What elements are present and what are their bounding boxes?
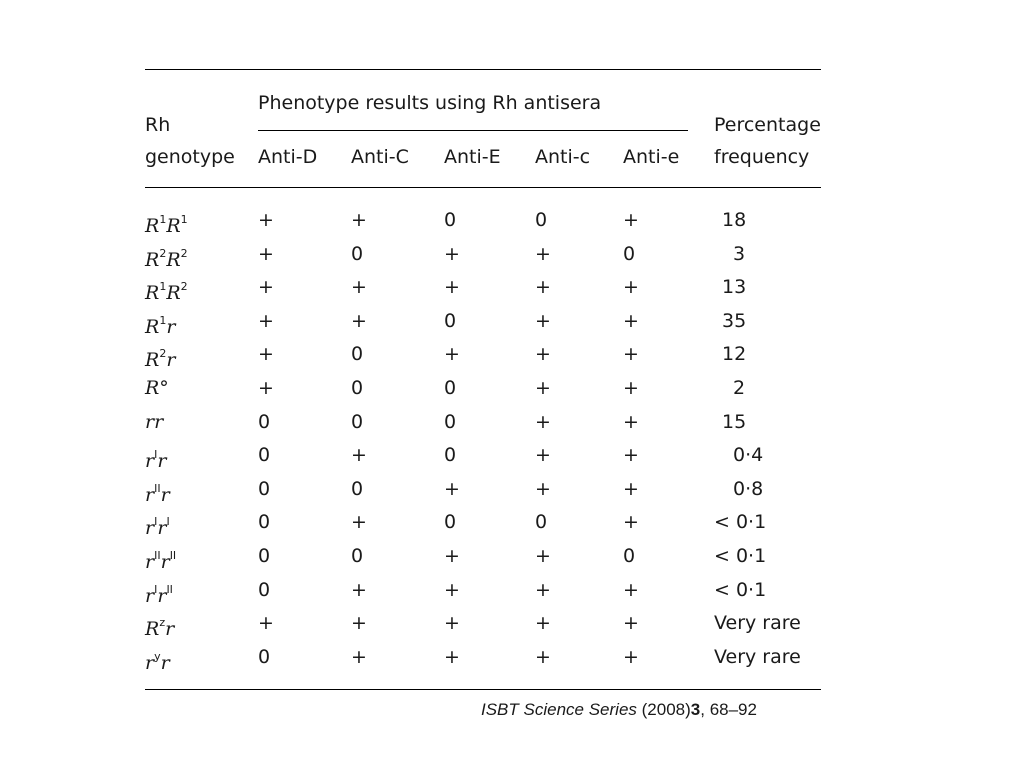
phenotype-cell: + (535, 242, 551, 265)
genotype-cell: $r^{II}r^{II}$ (145, 549, 177, 573)
phenotype-cell: 0 (258, 545, 271, 567)
phenotype-cell: 0 (444, 410, 457, 433)
genotype-cell: $r^Ir^I$ (145, 515, 170, 540)
phenotype-cell: 0 (258, 511, 271, 534)
frequency-cell: 12 (722, 343, 747, 366)
frequency-cell: Very rare (714, 612, 801, 635)
header-bottom-rule (145, 187, 821, 188)
phenotype-cell: + (258, 612, 274, 635)
phenotype-cell: + (444, 477, 460, 500)
genotype-cell: $r^Ir$ (145, 448, 167, 473)
phenotype-cell: + (258, 242, 274, 265)
phenotype-cell: 0 (258, 410, 271, 433)
antisera-header: Anti-e (623, 146, 680, 168)
phenotype-cell: + (535, 645, 551, 668)
phenotype-cell: 0 (351, 477, 364, 500)
genotype-cell: $R^zr$ (145, 616, 175, 641)
frequency-cell: 15 (722, 410, 747, 433)
frequency-cell: 0·8 (733, 477, 764, 500)
phenotype-cell: 0 (351, 377, 364, 399)
phenotype-cell: + (623, 444, 639, 467)
genotype-header-line1: Rh (145, 114, 171, 136)
phenotype-cell: + (623, 209, 639, 231)
phenotype-cell: + (258, 343, 274, 366)
phenotype-cell: + (351, 209, 367, 231)
phenotype-cell: 0 (444, 209, 457, 231)
phenotype-cell: + (623, 578, 639, 601)
phenotype-cell: 0 (258, 645, 271, 668)
frequency-cell: 18 (722, 209, 747, 231)
phenotype-cell: + (444, 242, 460, 265)
frequency-cell: 13 (722, 276, 747, 299)
phenotype-cell: 0 (623, 545, 636, 567)
phenotype-cell: + (535, 410, 551, 433)
phenotype-cell: + (444, 276, 460, 299)
citation-year: (2008) (641, 700, 691, 719)
phenotype-cell: + (623, 511, 639, 534)
phenotype-cell: + (444, 645, 460, 668)
phenotype-cell: + (623, 410, 639, 433)
phenotype-cell: + (535, 477, 551, 500)
phenotype-cell: + (351, 511, 367, 534)
phenotype-cell: + (623, 309, 639, 332)
phenotype-cell: 0 (351, 343, 364, 366)
phenotype-cell: + (623, 645, 639, 668)
citation-pages: , 68–92 (700, 700, 757, 719)
phenotype-cell: 0 (535, 511, 548, 534)
phenotype-cell: + (623, 477, 639, 500)
frequency-header-line2: frequency (714, 146, 810, 168)
frequency-header-line1: Percentage (714, 114, 821, 136)
citation (481, 700, 757, 720)
phenotype-cell: 0 (444, 377, 457, 399)
phenotype-cell: + (258, 309, 274, 332)
table-bottom-rule (145, 689, 821, 690)
phenotype-cell: + (535, 444, 551, 467)
genotype-cell: $r^yr$ (145, 649, 170, 674)
antisera-header: Anti-c (535, 146, 591, 168)
phenotype-cell: + (351, 276, 367, 299)
frequency-cell: < 0·1 (714, 511, 767, 534)
frequency-cell: 35 (722, 309, 747, 332)
phenotype-cell: + (351, 612, 367, 635)
antisera-header: Anti-E (444, 146, 501, 168)
genotype-cell: rr (145, 410, 164, 433)
phenotype-cell: + (258, 276, 274, 299)
phenotype-cell: 0 (351, 545, 364, 567)
phenotype-cell: 0 (623, 242, 636, 265)
phenotype-cell: + (535, 276, 551, 299)
phenotype-cell: 0 (351, 242, 364, 265)
genotype-cell: $R^1r$ (145, 313, 176, 338)
citation-journal: ISBT Science Series (481, 700, 637, 719)
phenotype-cell: + (535, 343, 551, 366)
phenotype-cell: + (351, 645, 367, 668)
phenotype-cell: 0 (444, 444, 457, 467)
phenotype-cell: 0 (258, 578, 271, 601)
phenotype-cell: + (623, 612, 639, 635)
phenotype-cell: + (535, 377, 551, 399)
phenotype-cell: + (444, 612, 460, 635)
genotype-cell: $R^2r$ (145, 347, 176, 372)
phenotype-cell: + (623, 343, 639, 366)
phenotype-header: Phenotype results using Rh antisera (258, 92, 602, 114)
phenotype-cell: 0 (444, 511, 457, 534)
phenotype-cell: + (535, 309, 551, 332)
genotype-cell: $r^Ir^{II}$ (145, 582, 173, 607)
phenotype-cell: 0 (258, 477, 271, 500)
phenotype-cell: + (623, 276, 639, 299)
genotype-cell: $R^1R^1$ (145, 213, 188, 237)
genotype-cell: $R^1R^2$ (145, 280, 188, 305)
antisera-header: Anti-D (258, 146, 318, 168)
table-top-rule (145, 69, 821, 70)
citation-volume: 3 (690, 700, 701, 719)
phenotype-cell: + (351, 309, 367, 332)
frequency-cell: Very rare (714, 645, 801, 668)
frequency-cell: 3 (733, 242, 746, 265)
phenotype-cell: + (535, 578, 551, 601)
frequency-cell: 0·4 (733, 444, 764, 467)
phenotype-cell: + (258, 209, 274, 231)
genotype-cell: R° (145, 377, 169, 399)
phenotype-cell: + (351, 444, 367, 467)
phenotype-cell: + (623, 377, 639, 399)
phenotype-cell: 0 (351, 410, 364, 433)
antisera-header: Anti-C (351, 146, 409, 168)
phenotype-cell: + (444, 578, 460, 601)
phenotype-cell: 0 (444, 309, 457, 332)
genotype-cell: $R^2R^2$ (145, 246, 188, 271)
phenotype-cell: + (444, 343, 460, 366)
phenotype-cell: 0 (535, 209, 548, 231)
phenotype-underline (258, 130, 688, 131)
phenotype-cell: + (535, 612, 551, 635)
genotype-cell: $r^{II}r$ (145, 481, 170, 506)
phenotype-cell: + (444, 545, 460, 567)
genotype-header-line2: genotype (145, 146, 235, 168)
frequency-cell: < 0·1 (714, 578, 767, 601)
phenotype-cell: 0 (258, 444, 271, 467)
phenotype-cell: + (535, 545, 551, 567)
frequency-cell: < 0·1 (714, 545, 767, 567)
phenotype-cell: + (258, 377, 274, 399)
frequency-cell: 2 (733, 377, 746, 399)
phenotype-cell: + (351, 578, 367, 601)
